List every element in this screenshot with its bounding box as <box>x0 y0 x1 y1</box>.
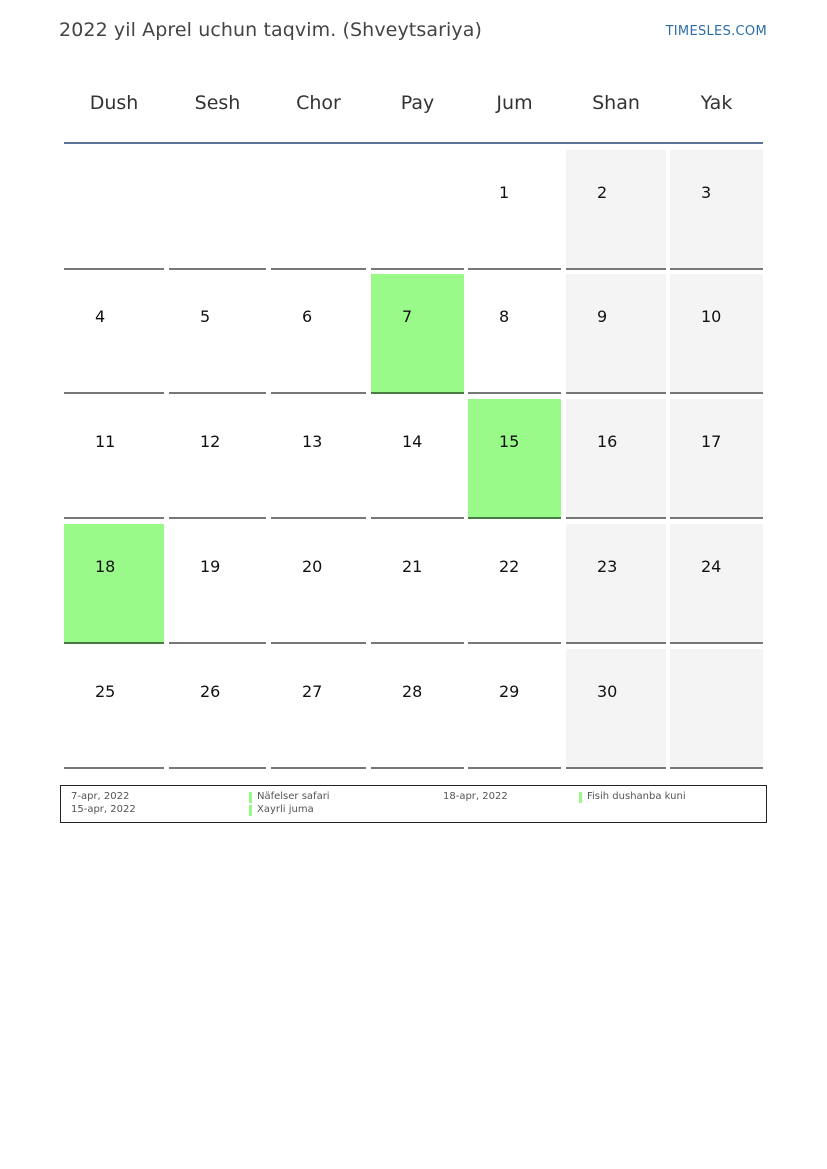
day-cell-17 <box>670 399 763 519</box>
day-cell-4 <box>64 274 164 394</box>
day-cell-27 <box>271 649 366 769</box>
day-number: 19 <box>200 557 221 576</box>
legend-marker-1 <box>249 792 252 803</box>
day-number: 21 <box>402 557 423 576</box>
day-cell-7 <box>371 274 464 394</box>
day-cell-30 <box>566 649 666 769</box>
day-number: 17 <box>701 432 722 451</box>
day-number: 8 <box>499 307 510 326</box>
day-number: 20 <box>302 557 323 576</box>
day-header-tue: Sesh <box>194 92 241 114</box>
day-number: 27 <box>302 682 323 701</box>
holiday-legend <box>60 785 767 823</box>
day-cell-3 <box>670 150 763 270</box>
day-cell-21 <box>371 524 464 644</box>
day-cell-20 <box>271 524 366 644</box>
day-number: 14 <box>402 432 423 451</box>
day-cell-28 <box>371 649 464 769</box>
day-cell-14 <box>371 399 464 519</box>
day-cell-18 <box>64 524 164 644</box>
legend-name-2: Xayrli juma <box>257 804 314 815</box>
day-number: 29 <box>499 682 520 701</box>
empty-day-cell <box>64 150 164 270</box>
day-cell-1 <box>468 150 561 270</box>
legend-date-3: 18-apr, 2022 <box>443 791 508 802</box>
day-number: 5 <box>200 307 211 326</box>
day-header-mon: Dush <box>89 92 139 114</box>
day-number: 26 <box>200 682 221 701</box>
day-cell-9 <box>566 274 666 394</box>
day-cell-29 <box>468 649 561 769</box>
legend-name-1: Näfelser safari <box>257 791 330 802</box>
day-header-fri: Jum <box>496 92 533 114</box>
legend-date-2: 15-apr, 2022 <box>71 804 136 815</box>
empty-day-cell <box>371 150 464 270</box>
day-header-wed: Chor <box>296 92 341 114</box>
day-cell-24 <box>670 524 763 644</box>
legend-marker-3 <box>579 792 582 803</box>
day-number: 2 <box>597 183 608 202</box>
day-number: 18 <box>95 557 116 576</box>
page-title: 2022 yil Aprel uchun taqvim. (Shveytsariya) <box>59 19 482 41</box>
day-cell-11 <box>64 399 164 519</box>
day-cell-6 <box>271 274 366 394</box>
empty-day-cell <box>670 649 763 769</box>
day-cell-10 <box>670 274 763 394</box>
day-number: 10 <box>701 307 722 326</box>
day-number: 12 <box>200 432 221 451</box>
day-number: 30 <box>597 682 618 701</box>
day-number: 9 <box>597 307 608 326</box>
day-number: 28 <box>402 682 423 701</box>
day-number: 15 <box>499 432 520 451</box>
day-number: 4 <box>95 307 106 326</box>
empty-day-cell <box>169 150 266 270</box>
day-cell-5 <box>169 274 266 394</box>
day-cell-15 <box>468 399 561 519</box>
day-header-thu: Pay <box>400 92 435 114</box>
day-cell-13 <box>271 399 366 519</box>
legend-date-1: 7-apr, 2022 <box>71 791 130 802</box>
day-cell-8 <box>468 274 561 394</box>
day-cell-25 <box>64 649 164 769</box>
legend-marker-2 <box>249 805 252 816</box>
day-number: 22 <box>499 557 520 576</box>
day-number: 3 <box>701 183 712 202</box>
day-number: 23 <box>597 557 618 576</box>
day-number: 11 <box>95 432 116 451</box>
day-number: 6 <box>302 307 313 326</box>
day-number: 25 <box>95 682 116 701</box>
day-cell-23 <box>566 524 666 644</box>
day-number: 7 <box>402 307 413 326</box>
day-cell-2 <box>566 150 666 270</box>
day-cell-19 <box>169 524 266 644</box>
day-cell-22 <box>468 524 561 644</box>
day-cell-16 <box>566 399 666 519</box>
site-link[interactable]: TIMESLES.COM <box>665 24 767 39</box>
legend-name-3: Fisih dushanba kuni <box>587 791 686 802</box>
day-number: 1 <box>499 183 510 202</box>
day-number: 13 <box>302 432 323 451</box>
day-cell-26 <box>169 649 266 769</box>
day-number: 24 <box>701 557 722 576</box>
day-cell-12 <box>169 399 266 519</box>
day-number: 16 <box>597 432 618 451</box>
day-header-sat: Shan <box>592 92 640 114</box>
day-header-sun: Yak <box>700 92 733 114</box>
empty-day-cell <box>271 150 366 270</box>
